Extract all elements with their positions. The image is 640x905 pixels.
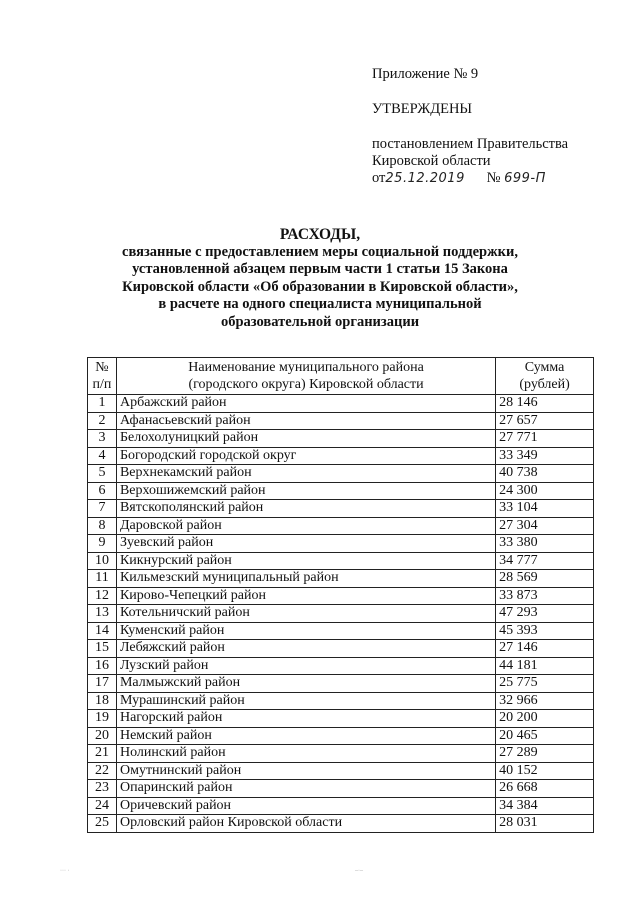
district-name: Орловский район Кировской области bbox=[116, 815, 495, 833]
expenses-table bbox=[87, 357, 594, 833]
expense-sum: 25 775 bbox=[496, 675, 594, 693]
row-number: 9 bbox=[88, 535, 117, 553]
row-number: 23 bbox=[88, 780, 117, 798]
scan-artifact: ··· · bbox=[60, 868, 70, 874]
district-name: Даровской район bbox=[116, 517, 495, 535]
expense-sum: 20 200 bbox=[496, 710, 594, 728]
row-number: 7 bbox=[88, 500, 117, 518]
title-line-4: в расчете на одного специалиста муниципальной bbox=[158, 296, 482, 312]
table-row bbox=[88, 762, 594, 780]
expense-sum: 34 777 bbox=[496, 552, 594, 570]
table-row bbox=[88, 447, 594, 465]
district-name: Котельничский район bbox=[116, 605, 495, 623]
row-number: 1 bbox=[88, 395, 117, 413]
table-row bbox=[88, 412, 594, 430]
table-row bbox=[88, 605, 594, 623]
row-number: 16 bbox=[88, 657, 117, 675]
district-name: Немский район bbox=[116, 727, 495, 745]
district-name: Кирово-Чепецкий район bbox=[116, 587, 495, 605]
expense-sum: 27 289 bbox=[496, 745, 594, 763]
row-number: 18 bbox=[88, 692, 117, 710]
district-name: Богородский городской округ bbox=[116, 447, 495, 465]
expense-sum: 33 104 bbox=[496, 500, 594, 518]
table-row bbox=[88, 500, 594, 518]
expense-sum: 27 146 bbox=[496, 640, 594, 658]
row-number: 13 bbox=[88, 605, 117, 623]
table-row bbox=[88, 587, 594, 605]
table-row bbox=[88, 710, 594, 728]
title-line-5: образовательной организации bbox=[220, 313, 420, 330]
district-name: Кильмезский муниципальный район bbox=[116, 570, 495, 588]
district-name: Вятскополянский район bbox=[116, 500, 495, 518]
table-row bbox=[88, 675, 594, 693]
row-number: 22 bbox=[88, 762, 117, 780]
table-row bbox=[88, 797, 594, 815]
header-num-line-2: п/п bbox=[92, 377, 112, 392]
district-name: Кикнурский район bbox=[116, 552, 495, 570]
header-sum bbox=[496, 358, 594, 395]
expense-sum: 28 146 bbox=[496, 395, 594, 413]
district-name: Оричевский район bbox=[116, 797, 495, 815]
district-name: Омутнинский район bbox=[116, 762, 495, 780]
row-number: 5 bbox=[88, 465, 117, 483]
expense-sum: 40 152 bbox=[496, 762, 594, 780]
expense-sum: 40 738 bbox=[496, 465, 594, 483]
header-num bbox=[88, 358, 117, 395]
expense-sum: 33 349 bbox=[496, 447, 594, 465]
row-number: 6 bbox=[88, 482, 117, 500]
table-row bbox=[88, 745, 594, 763]
title-line-1: связанные с предоставлением меры социальной поддержки, bbox=[122, 243, 518, 260]
district-name: Нагорский район bbox=[116, 710, 495, 728]
table-row bbox=[88, 552, 594, 570]
district-name: Куменский район bbox=[116, 622, 495, 640]
date-number-line bbox=[372, 170, 568, 187]
row-number: 20 bbox=[88, 727, 117, 745]
table-row bbox=[88, 465, 594, 483]
expense-sum: 26 668 bbox=[496, 780, 594, 798]
row-number: 24 bbox=[88, 797, 117, 815]
header-name-line-1: Наименование муниципального района bbox=[188, 360, 424, 375]
table-row bbox=[88, 622, 594, 640]
district-name: Верхошижемский район bbox=[116, 482, 495, 500]
expense-sum: 34 384 bbox=[496, 797, 594, 815]
row-number: 10 bbox=[88, 552, 117, 570]
row-number: 2 bbox=[88, 412, 117, 430]
title-line-3: Кировской области «Об образовании в Кировской области», bbox=[122, 278, 518, 295]
resolution-line-2: Кировской области bbox=[372, 153, 491, 169]
district-name: Опаринский район bbox=[116, 780, 495, 798]
title-line-2: установленной абзацем первым части 1 статьи 15 Закона bbox=[132, 261, 508, 277]
header-name-line-2: (городского округа) Кировской области bbox=[188, 377, 424, 392]
expense-sum: 47 293 bbox=[496, 605, 594, 623]
resolution-block bbox=[372, 136, 568, 187]
expense-sum: 33 873 bbox=[496, 587, 594, 605]
expense-sum: 28 031 bbox=[496, 815, 594, 833]
table-row bbox=[88, 395, 594, 413]
expense-sum: 32 966 bbox=[496, 692, 594, 710]
expense-sum: 27 657 bbox=[496, 412, 594, 430]
table-row bbox=[88, 815, 594, 833]
header-sum-line-1: Сумма bbox=[524, 360, 565, 375]
district-name: Верхнекамский район bbox=[116, 465, 495, 483]
date-prefix: от bbox=[372, 170, 386, 186]
header-num-line-1: № bbox=[95, 360, 109, 375]
district-name: Мурашинский район bbox=[116, 692, 495, 710]
row-number: 11 bbox=[88, 570, 117, 588]
table-row bbox=[88, 657, 594, 675]
row-number: 21 bbox=[88, 745, 117, 763]
table-row bbox=[88, 640, 594, 658]
district-name: Афанасьевский район bbox=[116, 412, 495, 430]
title-main: РАСХОДЫ, bbox=[279, 226, 361, 243]
district-name: Лузский район bbox=[116, 657, 495, 675]
table-row bbox=[88, 692, 594, 710]
table-row bbox=[88, 570, 594, 588]
row-number: 17 bbox=[88, 675, 117, 693]
resolution-line-1: постановлением Правительства bbox=[372, 136, 569, 152]
expense-sum: 28 569 bbox=[496, 570, 594, 588]
row-number: 3 bbox=[88, 430, 117, 448]
expense-sum: 24 300 bbox=[496, 482, 594, 500]
district-name: Лебяжский район bbox=[116, 640, 495, 658]
table-row bbox=[88, 517, 594, 535]
approval-header bbox=[372, 66, 568, 187]
table-body bbox=[88, 395, 594, 833]
header-name bbox=[116, 358, 495, 395]
table-row bbox=[88, 727, 594, 745]
expense-sum: 27 304 bbox=[496, 517, 594, 535]
district-name: Арбажский район bbox=[116, 395, 495, 413]
district-name: Малмыжский район bbox=[116, 675, 495, 693]
expense-sum: 27 771 bbox=[496, 430, 594, 448]
handwritten-date: 25.12.2019 bbox=[385, 171, 465, 186]
table-header-row bbox=[88, 358, 594, 395]
row-number: 12 bbox=[88, 587, 117, 605]
appendix-label: Приложение № 9 bbox=[372, 66, 479, 82]
row-number: 19 bbox=[88, 710, 117, 728]
row-number: 4 bbox=[88, 447, 117, 465]
expense-sum: 44 181 bbox=[496, 657, 594, 675]
table-row bbox=[88, 780, 594, 798]
scan-artifact: –·– bbox=[355, 868, 363, 874]
expense-sum: 20 465 bbox=[496, 727, 594, 745]
row-number: 8 bbox=[88, 517, 117, 535]
approved-label: УТВЕРЖДЕНЫ bbox=[372, 101, 473, 117]
row-number: 15 bbox=[88, 640, 117, 658]
expense-sum: 45 393 bbox=[496, 622, 594, 640]
district-name: Зуевский район bbox=[116, 535, 495, 553]
header-sum-line-2: (рублей) bbox=[519, 377, 570, 392]
expense-sum: 33 380 bbox=[496, 535, 594, 553]
handwritten-number: 699-П bbox=[504, 171, 546, 186]
district-name: Нолинский район bbox=[116, 745, 495, 763]
row-number: 25 bbox=[88, 815, 117, 833]
table-row bbox=[88, 482, 594, 500]
table-row bbox=[88, 430, 594, 448]
document-title bbox=[80, 226, 560, 331]
number-prefix: № bbox=[486, 170, 501, 186]
district-name: Белохолуницкий район bbox=[116, 430, 495, 448]
table-row bbox=[88, 535, 594, 553]
row-number: 14 bbox=[88, 622, 117, 640]
